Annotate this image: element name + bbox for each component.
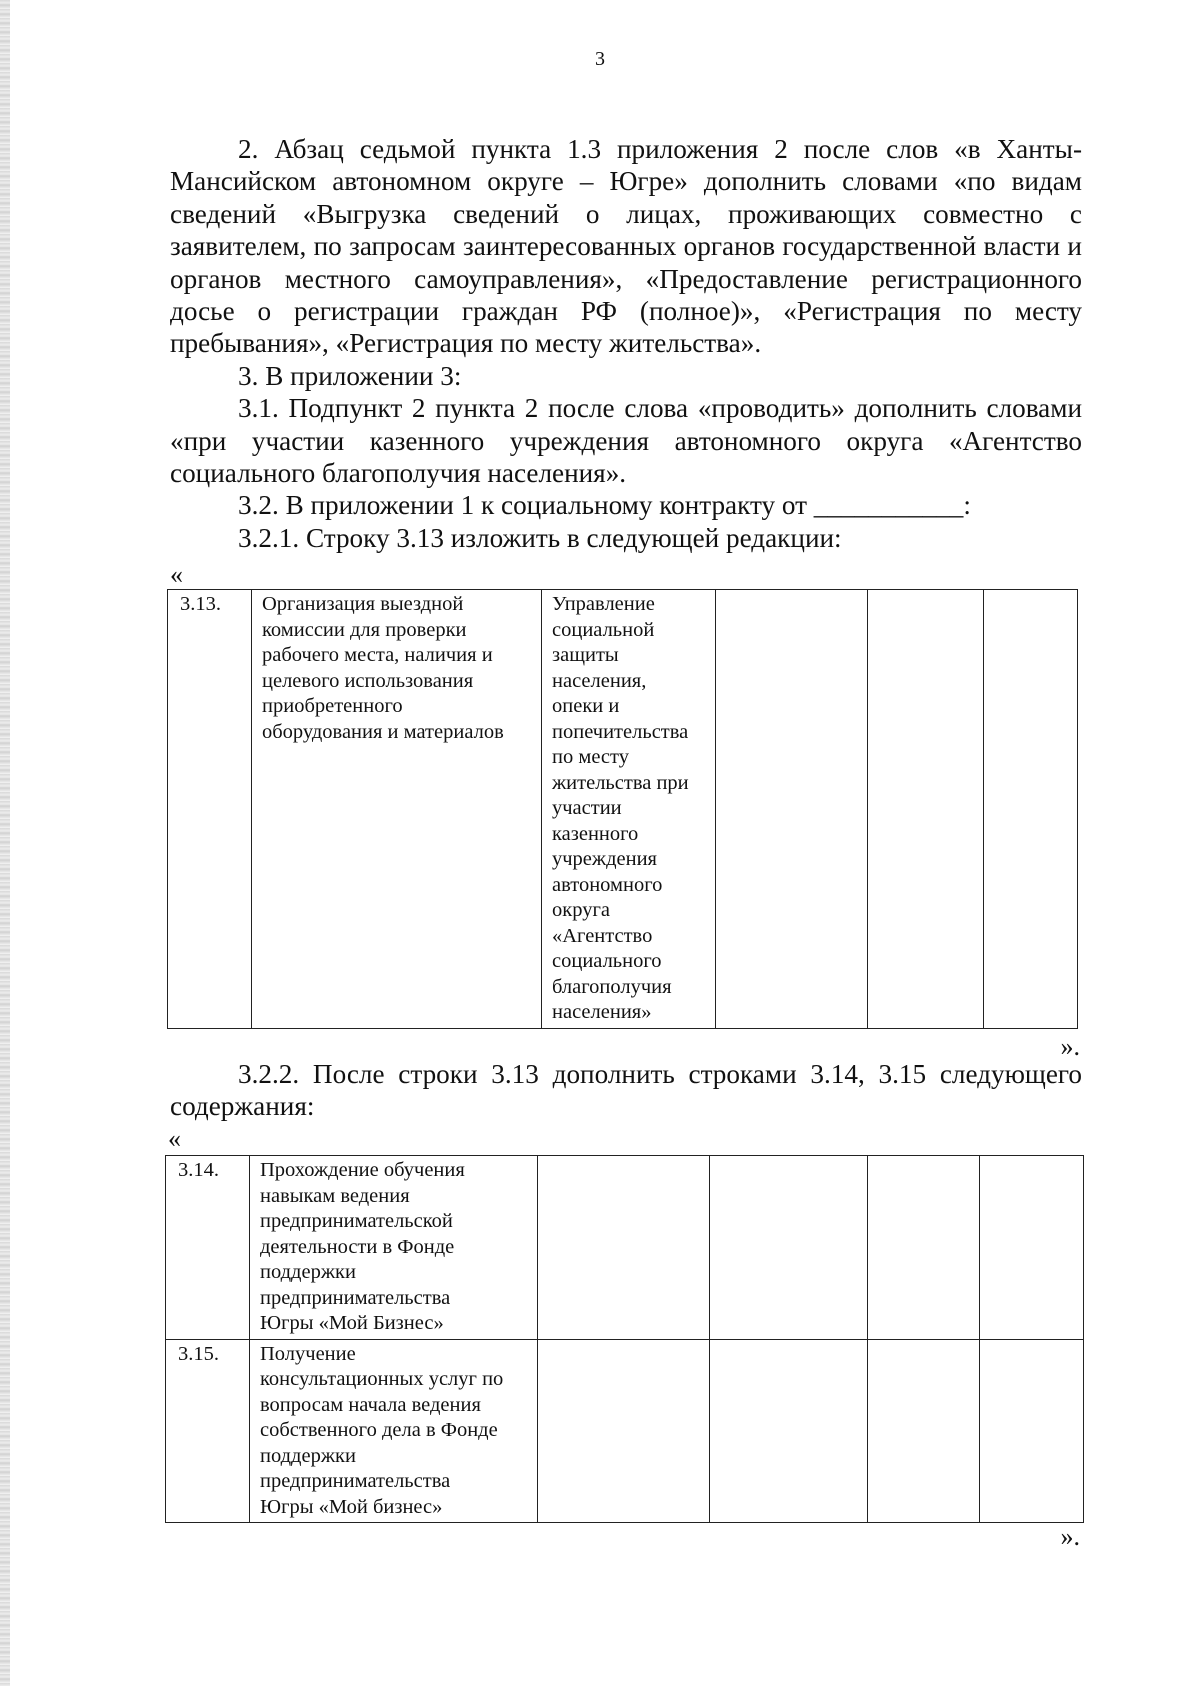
row-number-cell: 3.13. bbox=[168, 590, 252, 1029]
table1-open-quote: « bbox=[170, 560, 183, 589]
empty-cell bbox=[710, 1156, 868, 1340]
responsible-cell: Управление социальной защиты населения, опеки и попечительства по месту жительства при участии казенного учреждения автономного округа «Агентство социального благополучия населения» bbox=[542, 590, 716, 1029]
table-rows-3-14-3-15 bbox=[165, 1155, 1084, 1523]
table1-close-quote: ». bbox=[1060, 1032, 1080, 1061]
activity-cell: Организация выездной комиссии для проверки рабочего места, наличия и целевого использования приобретенного оборудования и материалов bbox=[252, 590, 542, 1029]
empty-cell bbox=[980, 1339, 1084, 1523]
activity-cell: Прохождение обучения навыкам ведения предпринимательской деятельности в Фонде поддержки предпринимательства Югры «Мой Бизнес» bbox=[250, 1156, 538, 1340]
empty-cell bbox=[710, 1339, 868, 1523]
paragraph-3-2-1: 3.2.1. Строку 3.13 изложить в следующей редакции: bbox=[238, 522, 842, 553]
activity-cell: Получение консультационных услуг по вопросам начала ведения собственного дела в Фонде поддержки предпринимательства Югры «Мой бизнес» bbox=[250, 1339, 538, 1523]
paragraph-3-2-2: 3.2.2. После строки 3.13 дополнить строками 3.14, 3.15 следующего содержания: bbox=[170, 1059, 1082, 1122]
table-row bbox=[166, 1339, 1084, 1523]
empty-cell bbox=[538, 1339, 710, 1523]
row-number-cell: 3.15. bbox=[166, 1339, 250, 1523]
paragraph-3-1: 3.1. Подпункт 2 пункта 2 после слова «проводить» дополнить словами «при участии казенного учреждения автономного округа «Агентство социального благополучия населения». bbox=[170, 393, 1082, 489]
paragraph-2: 2. Абзац седьмой пункта 1.3 приложения 2 после слов «в Ханты-Мансийском автономном округе – Югре» дополнить словами «по видам сведений «Выгрузка сведений о лицах, проживающих совместно с заявителем, по запросам заинтересованных органов государственной власти и органов местного самоуправления», «Предоставление регистрационного досье о регистрации граждан РФ (полное)», «Регистрация по месту пребывания», «Регистрация по месту жительства». bbox=[170, 134, 1082, 359]
empty-cell bbox=[868, 590, 984, 1029]
empty-cell bbox=[868, 1339, 980, 1523]
empty-cell bbox=[538, 1156, 710, 1340]
empty-cell bbox=[984, 590, 1078, 1029]
table-row-3-13 bbox=[167, 589, 1078, 1029]
table2-open-quote: « bbox=[168, 1124, 181, 1153]
page-number: 3 bbox=[595, 48, 605, 70]
empty-cell bbox=[716, 590, 868, 1029]
paragraph-3: 3. В приложении 3: bbox=[238, 360, 462, 391]
paragraph-3-2-2-wrap bbox=[170, 1058, 1082, 1123]
row-number-cell: 3.14. bbox=[166, 1156, 250, 1340]
scan-edge-artifact bbox=[0, 0, 10, 1686]
table2-close-quote: ». bbox=[1060, 1522, 1080, 1551]
table-row bbox=[166, 1156, 1084, 1340]
paragraph-3-2: 3.2. В приложении 1 к социальному контракту от ___________: bbox=[238, 490, 971, 521]
empty-cell bbox=[980, 1156, 1084, 1340]
empty-cell bbox=[868, 1156, 980, 1340]
table-row bbox=[168, 590, 1078, 1029]
body-text bbox=[170, 133, 1082, 554]
